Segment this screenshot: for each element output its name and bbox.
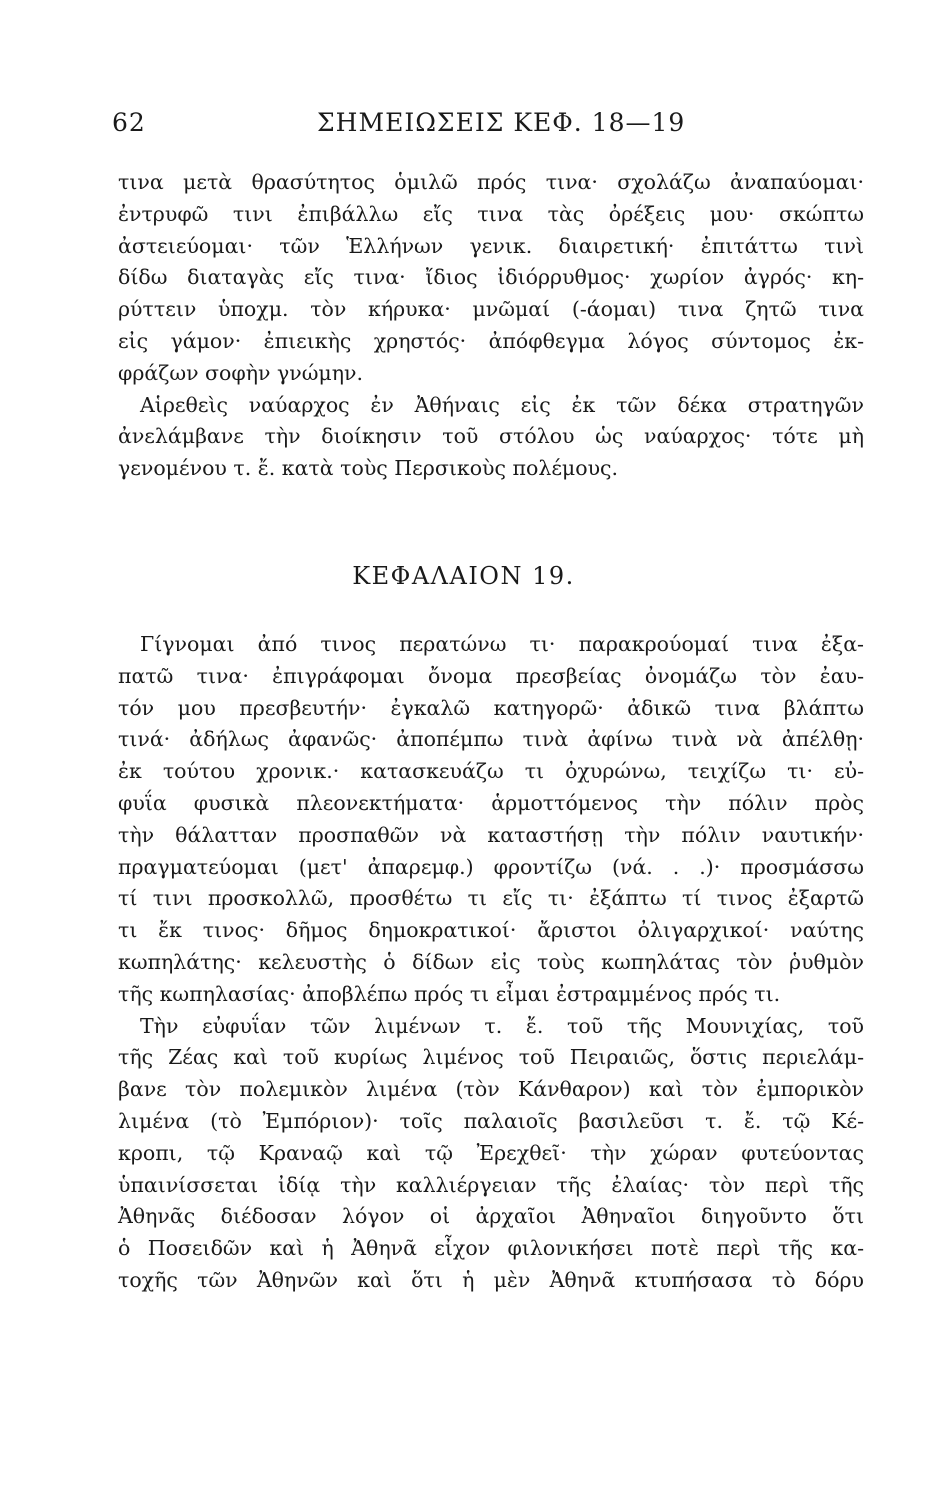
- text-line: ἐκ τούτου χρονικ.· κατασκευάζω τι ὀχυρώνω, τειχίζω τι· εὐ-: [118, 759, 864, 784]
- text-line: τόν μου πρεσβευτήν· ἐγκαλῶ κατηγορῶ· ἀδικῶ τινα βλάπτω: [118, 695, 864, 720]
- notes-chapter-18: [118, 167, 864, 485]
- text-line: κωπηλάτης· κελευστὴς ὁ δίδων εἰς τοὺς κωπηλάτας τὸν ῥυθμὸν: [118, 949, 864, 974]
- text-line: τινά· ἀδήλως ἀφανῶς· ἀποπέμπω τινὰ ἀφίνω τινὰ νὰ ἀπέλθῃ·: [118, 727, 864, 752]
- text-line: κροπι, τῷ Κραναῷ καὶ τῷ Ἐρεχθεῖ· τὴν χώραν φυτεύοντας: [118, 1140, 864, 1165]
- page-header: [112, 108, 864, 148]
- text-line: τῆς Ζέας καὶ τοῦ κυρίως λιμένος τοῦ Πειραιῶς, ὅστις περιελάμ-: [118, 1045, 864, 1070]
- text-line: γενομένου τ. ἔ. κατὰ τοὺς Περσικοὺς πολέμους.: [118, 456, 619, 481]
- text-line: ἀνελάμβανε τὴν διοίκησιν τοῦ στόλου ὡς ναύαρχος· τότε μὴ: [118, 424, 864, 449]
- text-line: τῆς κωπηλασίας· ἀποβλέπω πρός τι εἶμαι ἐστραμμένος πρός τι.: [118, 981, 781, 1006]
- text-line: φράζων σοφὴν γνώμην.: [118, 360, 364, 385]
- text-line: τὴν θάλατταν προσπαθῶν νὰ καταστήσῃ τὴν πόλιν ναυτικήν·: [118, 822, 864, 847]
- running-title: ΣΗΜΕΙΩΣΕΙΣ ΚΕΦ. 18—19: [317, 108, 686, 137]
- page-number: 62: [112, 108, 146, 137]
- text-line: πραγματεύομαι (μετ' ἀπαρεμφ.) φροντίζω (νά. . .)· προσμάσσω: [118, 854, 864, 879]
- text-line: ὑπαινίσσεται ἰδίᾳ τὴν καλλιέργειαν τῆς ἐλαίας· τὸν περὶ τῆς: [118, 1172, 864, 1197]
- text-line: ὁ Ποσειδῶν καὶ ἡ Ἀθηνᾶ εἶχον φιλονικήσει ποτὲ περὶ τῆς κα-: [118, 1236, 864, 1261]
- text-line: Ἀθηνᾶς διέδοσαν λόγον οἱ ἀρχαῖοι Ἀθηναῖοι διηγοῦντο ὅτι: [118, 1204, 864, 1229]
- text-line: εἰς γάμον· ἐπιεικὴς χρηστός· ἀπόφθεγμα λόγος σύντομος ἐκ-: [118, 328, 864, 353]
- notes-chapter-19: [118, 629, 864, 1297]
- text-line: Γίγνομαι ἀπό τινος περατώνω τι· παρακρούομαί τινα ἐξα-: [140, 632, 864, 656]
- text-line: ἐντρυφῶ τινι ἐπιβάλλω εἴς τινα τὰς ὀρέξεις μου· σκώπτω: [118, 201, 864, 226]
- text-line: ρύττειν ὑποχμ. τὸν κήρυκα· μνῶμαί (-άομαι) τινα ζητῶ τινα: [118, 297, 864, 322]
- text-line: δίδω διαταγὰς εἴς τινα· ἴδιος ἰδιόρρυθμος· χωρίον ἀγρός· κη-: [118, 265, 864, 290]
- text-line: πατῶ τινα· ἐπιγράφομαι ὄνομα πρεσβείας ὀνομάζω τὸν ἐαυ-: [118, 663, 864, 688]
- text-line: τινα μετὰ θρασύτητος ὁμιλῶ πρός τινα· σχολάζω ἀναπαύομαι·: [118, 170, 864, 194]
- text-line: τί τινι προσκολλῶ, προσθέτω τι εἴς τι· ἐξάπτω τί τινος ἐξαρτῶ: [118, 886, 864, 911]
- text-line: βανε τὸν πολεμικὸν λιμένα (τὸν Κάνθαρον) καὶ τὸν ἐμπορικὸν: [118, 1077, 864, 1102]
- text-line: Αἱρεθεὶς ναύαρχος ἐν Ἀθήναις εἰς ἐκ τῶν δέκα στρατηγῶν: [140, 392, 864, 417]
- text-line: λιμένα (τὸ Ἐμπόριον)· τοῖς παλαιοῖς βασιλεῦσι τ. ἔ. τῷ Κέ-: [118, 1108, 864, 1133]
- text-line: τοχῆς τῶν Ἀθηνῶν καὶ ὅτι ἡ μὲν Ἀθηνᾶ κτυπήσασα τὸ δόρυ: [118, 1267, 864, 1292]
- chapter-heading: ΚΕΦΑΛΑΙΟΝ 19.: [352, 562, 575, 590]
- text-line: φυΐα φυσικὰ πλεονεκτήματα· ἁρμοττόμενος τὴν πόλιν πρὸς: [118, 790, 864, 815]
- text-line: ἀστειεύομαι· τῶν Ἑλλήνων γενικ. διαιρετική· ἐπιτάττω τινὶ: [118, 233, 864, 258]
- text-line: τι ἔκ τινος· δῆμος δημοκρατικοί· ἄριστοι ὀλιγαρχικοί· ναύτης: [118, 918, 864, 943]
- text-line: Τὴν εὐφυΐαν τῶν λιμένων τ. ἔ. τοῦ τῆς Μουνιχίας, τοῦ: [140, 1013, 864, 1038]
